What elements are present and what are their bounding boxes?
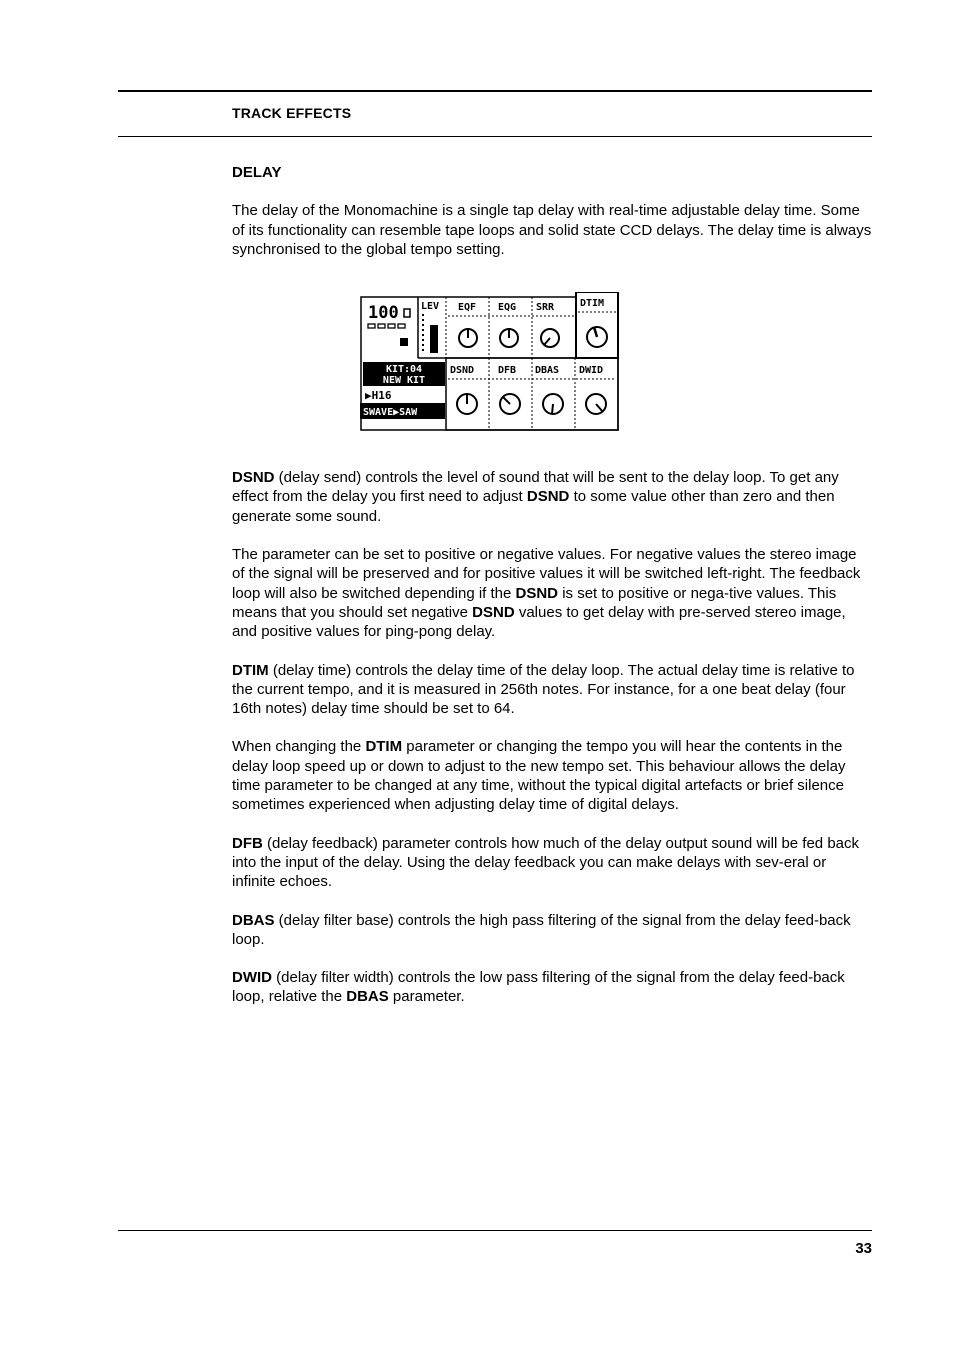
lcd-param-dbas: DBAS	[535, 365, 560, 377]
lcd-tempo: 100	[368, 303, 399, 324]
lcd-figure	[232, 278, 872, 450]
paragraph-dfb: DFB (delay feedback) parameter controls how much of the delay output sound will be fed back into the input of the delay. Using the delay feedback you can make delays with sev-eral or infinite echoes.	[232, 834, 859, 891]
section-title: DELAY	[232, 164, 282, 181]
paragraph-dbas: DBAS (delay filter base) controls the high pass filtering of the signal from the delay feed-back loop.	[232, 911, 851, 948]
header-rule-top	[118, 90, 872, 92]
paragraph-dtim: DTIM (delay time) controls the delay time of the delay loop. The actual delay time is relative to the current tempo, and it is measured in 256th notes. For instance, for a one beat delay (four 16th notes) delay time should be set to 64.	[232, 661, 855, 718]
paragraph-dsnd: DSND (delay send) controls the level of sound that will be sent to the delay loop. To get any effect from the delay you first need to adjust DSND to some value other than zero and then generate some sound.	[232, 469, 839, 525]
section-header: TRACK EFFECTS	[232, 105, 352, 121]
page-number: 33	[855, 1240, 872, 1257]
intro-paragraph: The delay of the Monomachine is a single tap delay with real-time adjustable delay time. Some of its functionality can resemble tape loops and solid state CCD delays. The delay time is always synchronised to the global tempo setting.	[232, 202, 872, 258]
lcd-kit-line1: KIT:04	[385, 364, 423, 376]
lcd-param-dfb: DFB	[498, 365, 517, 377]
lcd-track: ▶H16	[365, 389, 392, 403]
footer-rule	[118, 1230, 872, 1231]
lcd-param-eqf: EQF	[458, 302, 477, 314]
paragraph-dtim-change: When changing the DTIM parameter or changing the tempo you will hear the contents in the delay loop speed up or down to adjust to the new tempo set. This behaviour allows the delay time parameter to be changed at any time, without the typical digital artefacts or brief silence sometimes experienced when adjusting delay time of digital delays.	[232, 738, 846, 814]
lcd-screen	[360, 292, 620, 432]
lcd-play-indicator	[400, 338, 408, 346]
lcd-param-dsnd: DSND	[450, 365, 475, 377]
page-content	[232, 163, 872, 1026]
paragraph-dwid: DWID (delay filter width) controls the low pass filtering of the signal from the delay feed-back loop, relative the DBAS parameter.	[232, 969, 845, 1006]
lcd-param-srr: SRR	[536, 302, 555, 314]
lcd-param-eqg: EQG	[498, 302, 517, 314]
lcd-param-lev: LEV	[421, 301, 440, 313]
lcd-param-dwid: DWID	[579, 365, 604, 377]
paragraph-stereo: The parameter can be set to positive or negative values. For negative values the stereo image of the signal will be preserved and for positive values it will be switched left-right. The feedback loop will also be switched depending if the DSND is set to positive or nega-tive values. This means that you should set negative DSND values to get delay with pre-served stereo image, and positive values for ping-pong delay.	[232, 546, 861, 641]
lcd-machine: SWAVE▶SAW	[363, 407, 418, 419]
header-rule-bottom	[118, 136, 872, 137]
lcd-param-dtim: DTIM	[580, 298, 605, 310]
lcd-kit-line2: NEW KIT	[382, 375, 426, 387]
